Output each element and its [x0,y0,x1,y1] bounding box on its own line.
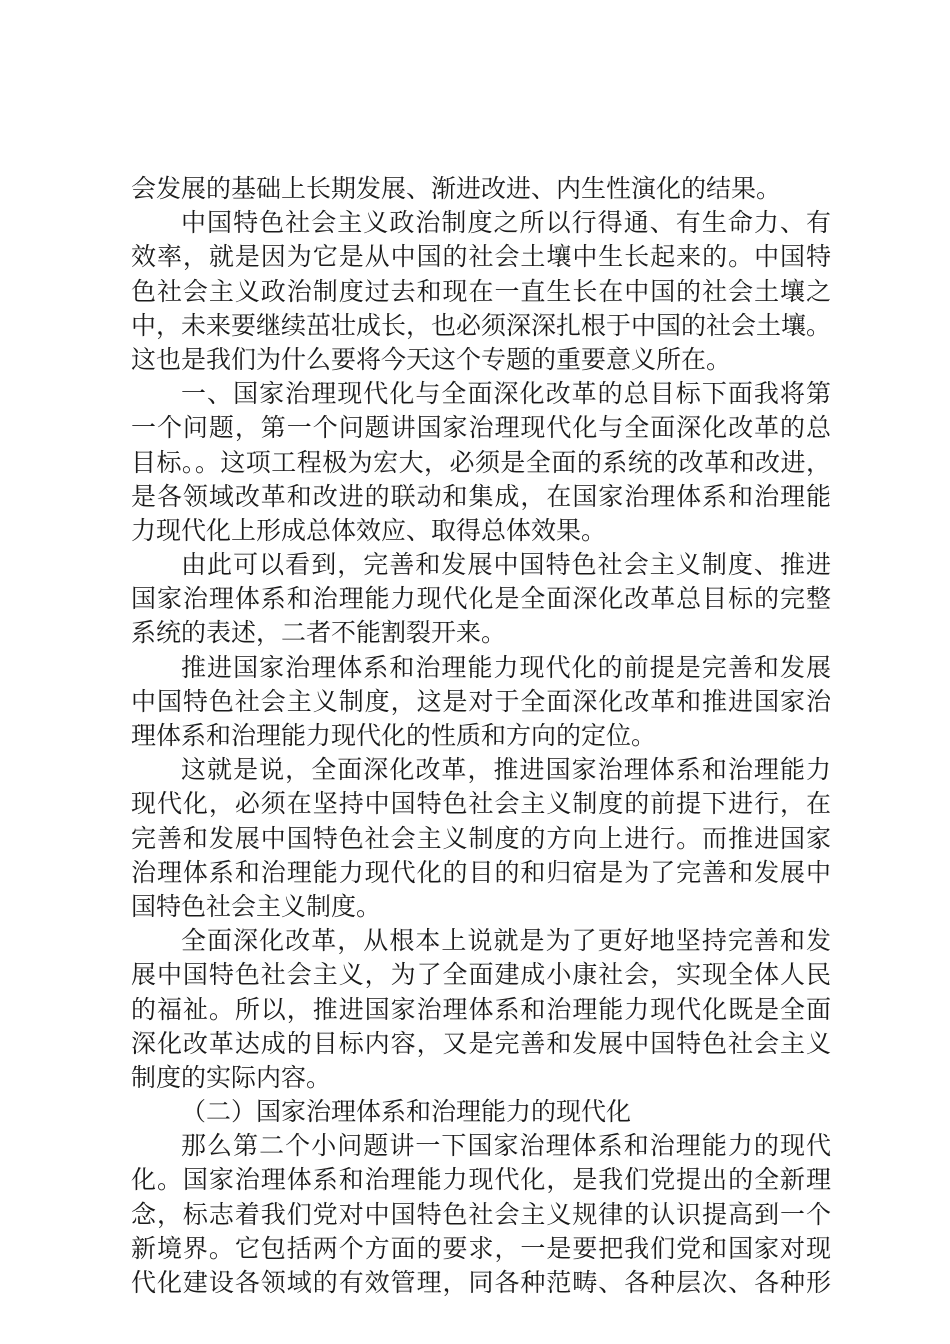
text-line: 完善和发展中国特色社会主义制度的方向上进行。而推进国家 [131,823,831,853]
text-line: 中国特色社会主义制度，这是对于全面深化改革和推进国家治 [131,686,831,716]
text-line: 推进国家治理体系和治理能力现代化的前提是完善和发展 [181,652,831,682]
text-line: 是各领域改革和改进的联动和集成，在国家治理体系和治理能 [131,481,831,511]
text-line: 理体系和治理能力现代化的性质和方向的定位。 [131,721,657,750]
text-line: 化。国家治理体系和治理能力现代化，是我们党提出的全新理 [131,1165,831,1195]
text-line: 效率，就是因为它是从中国的社会土壤中生长起来的。中国特 [131,242,831,272]
text-line: 力现代化上形成总体效应、取得总体效果。 [131,515,607,545]
text-line: 的福祉。所以，推进国家治理体系和治理能力现代化既是全面 [131,994,831,1024]
text-line: 一个问题，第一个问题讲国家治理现代化与全面深化改革的总 [131,413,831,443]
text-line: 目标。。这项工程极为宏大，必须是全面的系统的改革和改进， [131,447,831,477]
text-line: 新境界。它包括两个方面的要求，一是要把我们党和国家对现 [131,1233,831,1263]
text-line: 代化建设各领域的有效管理，同各种范畴、各种层次、各种形 [131,1268,831,1297]
text-line: 治理体系和治理能力现代化的目的和归宿是为了完善和发展中 [131,857,831,887]
text-line: 系统的表述，二者不能割裂开来。 [131,618,507,648]
text-line: 中国特色社会主义政治制度之所以行得通、有生命力、有 [181,208,831,238]
text-line: 展中国特色社会主义，为了全面建成小康社会，实现全体人民 [131,960,831,990]
text-line: 全面深化改革，从根本上说就是为了更好地坚持完善和发 [181,926,831,956]
text-line: （二）国家治理体系和治理能力的现代化 [181,1097,632,1127]
text-line: 中，未来要继续茁壮成长，也必须深深扎根于中国的社会土壤。 [131,310,832,340]
text-line: 这也是我们为什么要将今天这个专题的重要意义所在。 [131,344,732,374]
text-line: 这就是说，全面深化改革，推进国家治理体系和治理能力 [181,755,831,785]
document-body [131,172,831,1300]
text-line: 一、国家治理现代化与全面深化改革的总目标下面我将第 [181,379,831,409]
text-line: 念，标志着我们党对中国特色社会主义规律的认识提高到一个 [131,1199,831,1229]
text-line: 深化改革达成的目标内容，又是完善和发展中国特色社会主义 [131,1028,831,1058]
text-line: 色社会主义政治制度过去和现在一直生长在中国的社会土壤之 [131,276,831,306]
text-line: 那么第二个小问题讲一下国家治理体系和治理能力的现代 [181,1131,831,1161]
text-line: 会发展的基础上长期发展、渐进改进、内生性演化的结果。 [131,174,782,203]
text-line: 由此可以看到，完善和发展中国特色社会主义制度、推进 [181,550,831,580]
text-line: 国家治理体系和治理能力现代化是全面深化改革总目标的完整 [131,584,831,614]
text-line: 制度的实际内容。 [131,1062,332,1092]
text-line: 国特色社会主义制度。 [131,891,382,921]
text-line: 现代化，必须在坚持中国特色社会主义制度的前提下进行，在 [131,789,831,819]
